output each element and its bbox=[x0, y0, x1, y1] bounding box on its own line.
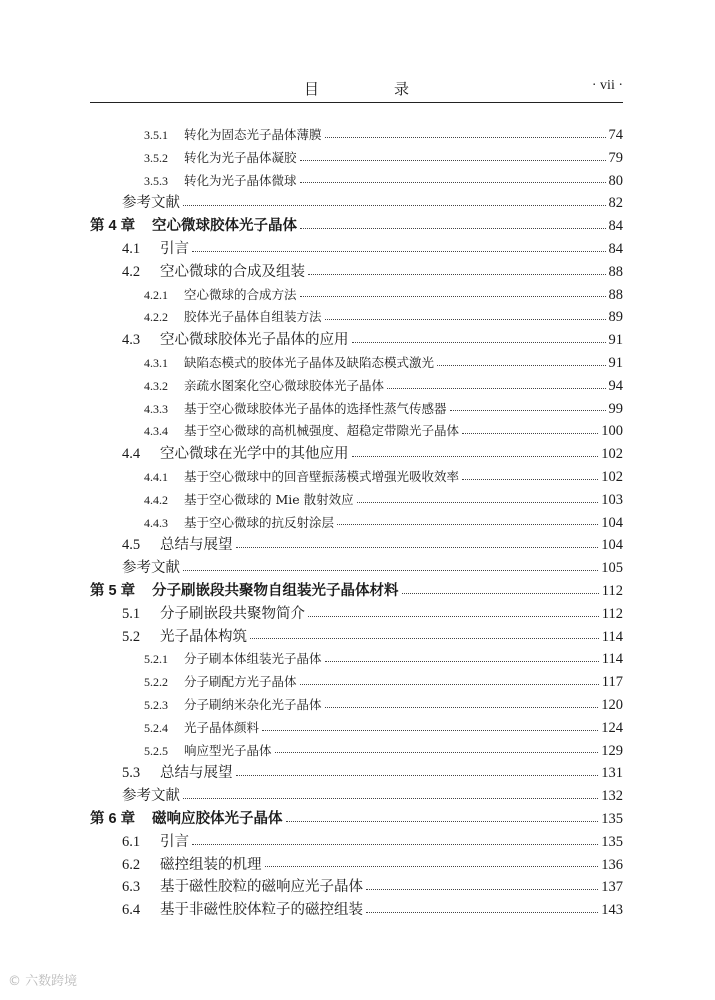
toc-entry-page: 135 bbox=[601, 810, 623, 827]
toc-entry-sub bbox=[90, 420, 623, 443]
toc-entry-number: 4.4 bbox=[122, 446, 141, 463]
dot-leader bbox=[300, 676, 599, 685]
dot-leader bbox=[366, 881, 598, 890]
dot-leader bbox=[265, 858, 599, 867]
toc-entry-page: 117 bbox=[601, 674, 623, 691]
toc-entry-title: 基于空心微球的 Mie 散射效应 bbox=[184, 491, 354, 507]
dot-leader bbox=[462, 471, 598, 480]
toc-entry-title: 光子晶体颜料 bbox=[184, 719, 260, 735]
toc-entry-title: 转化为固态光子晶体薄膜 bbox=[184, 127, 322, 142]
dot-leader bbox=[308, 266, 606, 275]
toc-entry-title: 分子刷纳米杂化光子晶体 bbox=[184, 696, 322, 712]
toc-entry-page: 103 bbox=[601, 491, 623, 508]
toc-entry-page: 99 bbox=[608, 400, 623, 417]
toc-entry-number: 4.3.3 bbox=[144, 401, 168, 416]
dot-leader bbox=[250, 630, 599, 639]
toc-entry-number: 第 5 章 bbox=[90, 582, 136, 599]
toc-entry-title: 转化为光子晶体微球 bbox=[184, 172, 297, 188]
toc-entry-sub bbox=[90, 648, 623, 671]
dot-leader bbox=[352, 448, 599, 457]
toc-entry-section bbox=[90, 443, 623, 466]
dot-leader bbox=[462, 425, 598, 434]
toc-entry-sub bbox=[90, 124, 623, 147]
toc-entry-section bbox=[90, 854, 623, 877]
toc-entry-number: 6.2 bbox=[122, 856, 141, 873]
toc-entry-sub bbox=[90, 375, 623, 398]
toc-entry-page: 102 bbox=[601, 446, 623, 463]
toc-entry-page: 143 bbox=[601, 902, 623, 919]
toc-entry-number: 4.4.2 bbox=[144, 492, 168, 507]
toc-entry-page: 105 bbox=[601, 560, 623, 577]
toc-entry-section bbox=[90, 876, 623, 899]
toc-entry-title: 转化为光子晶体凝胶 bbox=[184, 149, 297, 165]
toc-entry-number: 5.2.2 bbox=[144, 675, 168, 690]
toc-entry-title: 响应型光子晶体 bbox=[184, 742, 272, 758]
toc-entry-page: 137 bbox=[601, 879, 623, 896]
toc-entry-page: 88 bbox=[608, 263, 623, 280]
toc-entry-page: 84 bbox=[608, 218, 623, 235]
toc-entry-number: 3.5.1 bbox=[144, 128, 168, 142]
toc-entry-number: 4.3.4 bbox=[144, 424, 168, 439]
toc-entry-title: 基于空心微球的高机械强度、超稳定带隙光子晶体 bbox=[184, 423, 460, 439]
toc-entry-section bbox=[90, 762, 623, 785]
dot-leader bbox=[192, 836, 598, 845]
dot-leader bbox=[357, 494, 599, 503]
dot-leader bbox=[337, 516, 598, 525]
toc-entry-page: 88 bbox=[608, 286, 623, 303]
toc-entry-page: 82 bbox=[608, 195, 623, 212]
toc-entry-title: 引言 bbox=[160, 240, 189, 257]
toc-entry-number: 4.4.1 bbox=[144, 469, 168, 484]
toc-entry-title: 基于磁性胶粒的磁响应光子晶体 bbox=[160, 879, 363, 896]
toc-entry-page: 135 bbox=[601, 833, 623, 850]
toc-entry-page: 114 bbox=[601, 651, 623, 668]
toc-entry-page: 91 bbox=[608, 354, 623, 371]
toc-entry-section bbox=[90, 603, 623, 626]
toc-entry-sub bbox=[90, 147, 623, 170]
toc-entry-section bbox=[90, 238, 623, 261]
dot-leader bbox=[236, 539, 599, 548]
toc-entry-title: 胶体光子晶体自组装方法 bbox=[184, 309, 322, 325]
toc-entry-sub bbox=[90, 740, 623, 763]
toc-entry-title: 空心微球在光学中的其他应用 bbox=[160, 446, 349, 463]
toc-entry-ref bbox=[90, 557, 623, 580]
toc-entry-number: 4.2 bbox=[122, 263, 141, 280]
toc-entry-number: 5.2 bbox=[122, 628, 141, 645]
toc-entry-title: 空心微球胶体光子晶体 bbox=[152, 217, 297, 235]
toc-entry-title: 参考文献 bbox=[122, 788, 180, 805]
toc-entry-section bbox=[90, 831, 623, 854]
toc-entry-page: 112 bbox=[601, 605, 623, 622]
dot-leader bbox=[325, 129, 606, 138]
dot-leader bbox=[325, 653, 599, 662]
dot-leader bbox=[183, 790, 598, 799]
toc-entry-title: 总结与展望 bbox=[160, 765, 233, 782]
toc-entry-number: 4.3 bbox=[122, 332, 141, 349]
toc-entry-sub bbox=[90, 352, 623, 375]
toc-entry-page: 74 bbox=[608, 127, 623, 143]
toc-entry-title: 分子刷本体组装光子晶体 bbox=[184, 651, 322, 667]
toc-entry-title: 亲疏水图案化空心微球胶体光子晶体 bbox=[184, 377, 385, 393]
toc-entry-number: 4.4.3 bbox=[144, 515, 168, 530]
toc-entry-section bbox=[90, 261, 623, 284]
toc-entry-title: 空心微球的合成方法 bbox=[184, 286, 297, 302]
toc-entry-sub bbox=[90, 671, 623, 694]
dot-leader bbox=[300, 288, 606, 297]
toc-entry-section bbox=[90, 899, 623, 922]
toc-entry-number: 3.5.3 bbox=[144, 173, 168, 188]
toc-entry-page: 94 bbox=[608, 377, 623, 394]
toc-entry-number: 5.1 bbox=[122, 605, 141, 622]
toc-entry-sub bbox=[90, 717, 623, 740]
toc-entry-number: 4.3.2 bbox=[144, 378, 168, 393]
toc-entry-chapter bbox=[90, 580, 623, 603]
page-title: 目 录 bbox=[303, 80, 439, 98]
toc-entry-section bbox=[90, 329, 623, 352]
toc-entry-number: 3.5.2 bbox=[144, 150, 168, 165]
toc-entry-page: 129 bbox=[601, 742, 623, 759]
toc-entry-page: 91 bbox=[608, 332, 623, 349]
toc-entry-title: 总结与展望 bbox=[160, 537, 233, 554]
toc-entry-ref bbox=[90, 192, 623, 215]
toc-entry-page: 104 bbox=[601, 514, 623, 531]
toc-entry-number: 4.2.2 bbox=[144, 310, 168, 325]
dot-leader bbox=[275, 744, 599, 753]
toc-entry-page: 79 bbox=[608, 149, 623, 166]
toc-entry-title: 基于非磁性胶体粒子的磁控组装 bbox=[160, 902, 363, 919]
toc-entry-number: 4.1 bbox=[122, 240, 141, 257]
toc-entry-number: 6.3 bbox=[122, 879, 141, 896]
page-header bbox=[90, 76, 623, 103]
toc-entry-sub bbox=[90, 512, 623, 535]
toc-entry-title: 磁响应胶体光子晶体 bbox=[152, 809, 283, 827]
toc-entry-page: 89 bbox=[608, 309, 623, 326]
dot-leader bbox=[325, 311, 606, 320]
dot-leader bbox=[300, 174, 606, 183]
toc-entry-number: 5.2.1 bbox=[144, 652, 168, 667]
table-of-contents bbox=[90, 124, 623, 922]
watermark: © 六数跨境 bbox=[8, 974, 78, 989]
dot-leader bbox=[183, 197, 606, 206]
toc-entry-number: 5.2.4 bbox=[144, 720, 168, 735]
dot-leader bbox=[300, 220, 606, 229]
toc-entry-number: 4.5 bbox=[122, 537, 141, 554]
toc-entry-sub bbox=[90, 170, 623, 193]
dot-leader bbox=[366, 904, 598, 913]
toc-entry-page: 131 bbox=[601, 765, 623, 782]
toc-entry-page: 114 bbox=[601, 628, 623, 645]
toc-entry-ref bbox=[90, 785, 623, 808]
toc-entry-sub bbox=[90, 398, 623, 421]
dot-leader bbox=[352, 334, 606, 343]
toc-entry-chapter bbox=[90, 215, 623, 238]
dot-leader bbox=[286, 813, 599, 822]
dot-leader bbox=[325, 699, 599, 708]
toc-entry-page: 80 bbox=[608, 172, 623, 189]
toc-entry-number: 6.4 bbox=[122, 902, 141, 919]
toc-entry-number: 第 4 章 bbox=[90, 218, 136, 235]
toc-entry-sub bbox=[90, 306, 623, 329]
toc-entry-chapter bbox=[90, 808, 623, 831]
toc-entry-number: 6.1 bbox=[122, 833, 141, 850]
dot-leader bbox=[262, 722, 598, 731]
dot-leader bbox=[450, 402, 606, 411]
toc-entry-title: 分子刷嵌段共聚物简介 bbox=[160, 605, 305, 622]
toc-entry-section bbox=[90, 534, 623, 557]
toc-entry-title: 空心微球的合成及组装 bbox=[160, 263, 305, 280]
dot-leader bbox=[387, 380, 605, 389]
toc-entry-page: 132 bbox=[601, 788, 623, 805]
toc-entry-number: 5.3 bbox=[122, 765, 141, 782]
dot-leader bbox=[402, 585, 599, 594]
toc-entry-title: 空心微球胶体光子晶体的应用 bbox=[160, 332, 349, 349]
toc-entry-title: 引言 bbox=[160, 833, 189, 850]
dot-leader bbox=[308, 608, 599, 617]
toc-entry-title: 磁控组装的机理 bbox=[160, 856, 262, 873]
toc-entry-title: 基于空心微球的抗反射涂层 bbox=[184, 514, 335, 530]
toc-entry-page: 136 bbox=[601, 856, 623, 873]
toc-entry-title: 参考文献 bbox=[122, 195, 180, 212]
toc-entry-page: 84 bbox=[608, 240, 623, 257]
toc-entry-sub bbox=[90, 694, 623, 717]
toc-entry-number: 4.2.1 bbox=[144, 287, 168, 302]
dot-leader bbox=[437, 357, 605, 366]
dot-leader bbox=[236, 767, 599, 776]
dot-leader bbox=[192, 243, 606, 252]
toc-entry-sub bbox=[90, 284, 623, 307]
toc-entry-page: 100 bbox=[601, 423, 623, 440]
page-number: · vii · bbox=[591, 78, 623, 93]
toc-entry-page: 120 bbox=[601, 696, 623, 713]
dot-leader bbox=[300, 152, 606, 161]
toc-entry-title: 分子刷配方光子晶体 bbox=[184, 674, 297, 690]
toc-entry-title: 光子晶体构筑 bbox=[160, 628, 247, 645]
toc-entry-number: 5.2.3 bbox=[144, 697, 168, 712]
toc-entry-title: 参考文献 bbox=[122, 560, 180, 577]
toc-entry-number: 5.2.5 bbox=[144, 743, 168, 758]
toc-entry-section bbox=[90, 626, 623, 649]
toc-entry-page: 124 bbox=[601, 719, 623, 736]
toc-entry-title: 分子刷嵌段共聚物自组装光子晶体材料 bbox=[152, 581, 399, 599]
toc-entry-sub bbox=[90, 466, 623, 489]
toc-entry-title: 基于空心微球中的回音壁振荡模式增强光吸收效率 bbox=[184, 468, 460, 484]
toc-entry-page: 104 bbox=[601, 537, 623, 554]
toc-entry-title: 基于空心微球胶体光子晶体的选择性蒸气传感器 bbox=[184, 400, 447, 416]
dot-leader bbox=[183, 562, 598, 571]
toc-entry-sub bbox=[90, 489, 623, 512]
toc-entry-page: 112 bbox=[601, 582, 623, 599]
toc-entry-number: 4.3.1 bbox=[144, 355, 168, 370]
toc-entry-number: 第 6 章 bbox=[90, 810, 136, 827]
toc-entry-title: 缺陷态模式的胶体光子晶体及缺陷态模式激光 bbox=[184, 354, 435, 370]
toc-entry-page: 102 bbox=[601, 468, 623, 485]
